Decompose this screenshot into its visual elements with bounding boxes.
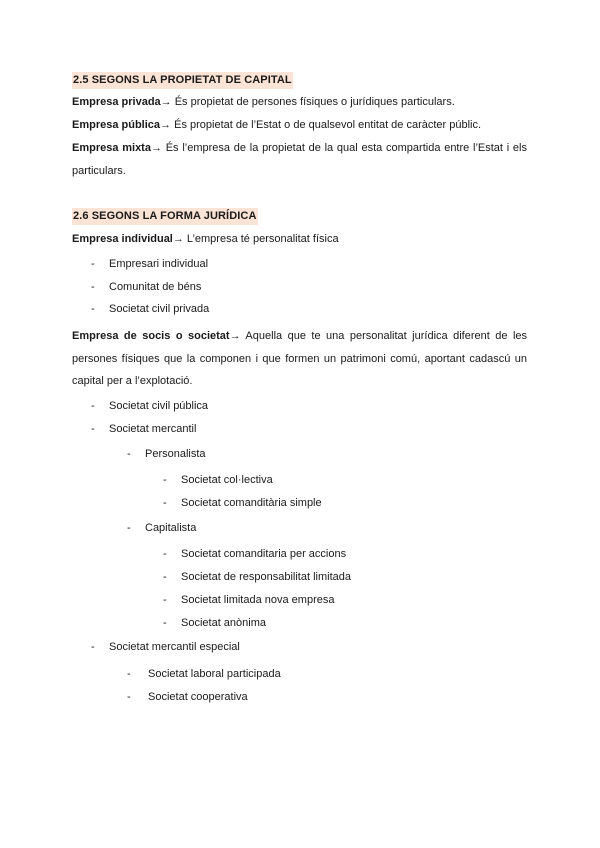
list-bullet: - [127, 668, 131, 680]
empresa-privada-text: → És propietat de persones físiques o jurídiques particulars. [160, 96, 455, 108]
list-bullet: - [127, 691, 131, 703]
list-bullet: - [91, 281, 95, 293]
list-item-nova-empresa: Societat limitada nova empresa [181, 594, 335, 606]
list-item-empresari-individual: Empresari individual [109, 258, 209, 270]
list-item-capitalista: Capitalista [145, 522, 197, 534]
list-item-laboral-participada: Societat laboral participada [148, 668, 281, 680]
list-item-comanditaria-accions: Societat comanditaria per accions [181, 548, 347, 560]
list-bullet: - [91, 641, 95, 653]
list-bullet: - [91, 400, 95, 412]
section-2-5-heading: 2.5 SEGONS LA PROPIETAT DE CAPITAL [72, 72, 293, 89]
empresa-individual-paragraph [72, 228, 527, 251]
list-bullet: - [163, 548, 167, 560]
empresa-individual-text: → L’empresa té personalitat física [172, 233, 339, 245]
empresa-publica-term: Empresa pública [72, 119, 161, 131]
empresa-mixta-text: → És l’empresa de la propietat de la qual esta compartida entre l’Estat i els particulars. [72, 142, 527, 177]
empresa-publica-paragraph [72, 114, 527, 137]
list-bullet: - [127, 448, 131, 460]
list-item-personalista: Personalista [145, 448, 206, 460]
list-bullet: - [163, 594, 167, 606]
list-item-responsabilitat-limitada: Societat de responsabilitat limitada [181, 571, 351, 583]
list-bullet: - [91, 303, 95, 315]
section-2-6-heading: 2.6 SEGONS LA FORMA JURÍDICA [72, 208, 258, 225]
list-bullet: - [127, 522, 131, 534]
list-item-mercantil: Societat mercantil [109, 423, 197, 435]
empresa-socis-paragraph [72, 325, 527, 393]
empresa-socis-text: → Aquella que te una personalitat jurídica diferent de les persones físiques que la componen i que formen un patrimoni comú, aportant cadascú un capital per a l’explotació. [72, 330, 528, 387]
list-bullet: - [163, 617, 167, 629]
list-item-civil-publica: Societat civil pública [109, 400, 209, 412]
list-bullet: - [91, 258, 95, 270]
list-bullet: - [163, 474, 167, 486]
list-item-mercantil-especial: Societat mercantil especial [109, 641, 240, 653]
list-item-anonima: Societat anònima [181, 617, 266, 629]
empresa-individual-term: Empresa individual [72, 233, 173, 245]
empresa-socis-term: Empresa de socis o societat [72, 330, 230, 342]
empresa-privada-paragraph [72, 91, 527, 114]
empresa-mixta-term: Empresa mixta [72, 142, 151, 154]
list-bullet: - [91, 423, 95, 435]
list-bullet: - [163, 571, 167, 583]
list-item-civil-privada: Societat civil privada [109, 303, 210, 315]
empresa-privada-term: Empresa privada [72, 96, 161, 108]
list-item-comanditaria-simple: Societat comanditària simple [181, 497, 322, 509]
list-item-cooperativa: Societat cooperativa [148, 691, 248, 703]
empresa-mixta-paragraph [72, 137, 527, 182]
list-item-comunitat-bens: Comunitat de béns [109, 281, 202, 293]
empresa-publica-text: → És propietat de l’Estat o de qualsevol entitat de caràcter públic. [160, 119, 482, 131]
list-item-collectiva: Societat col·lectiva [181, 474, 273, 486]
list-bullet: - [163, 497, 167, 509]
